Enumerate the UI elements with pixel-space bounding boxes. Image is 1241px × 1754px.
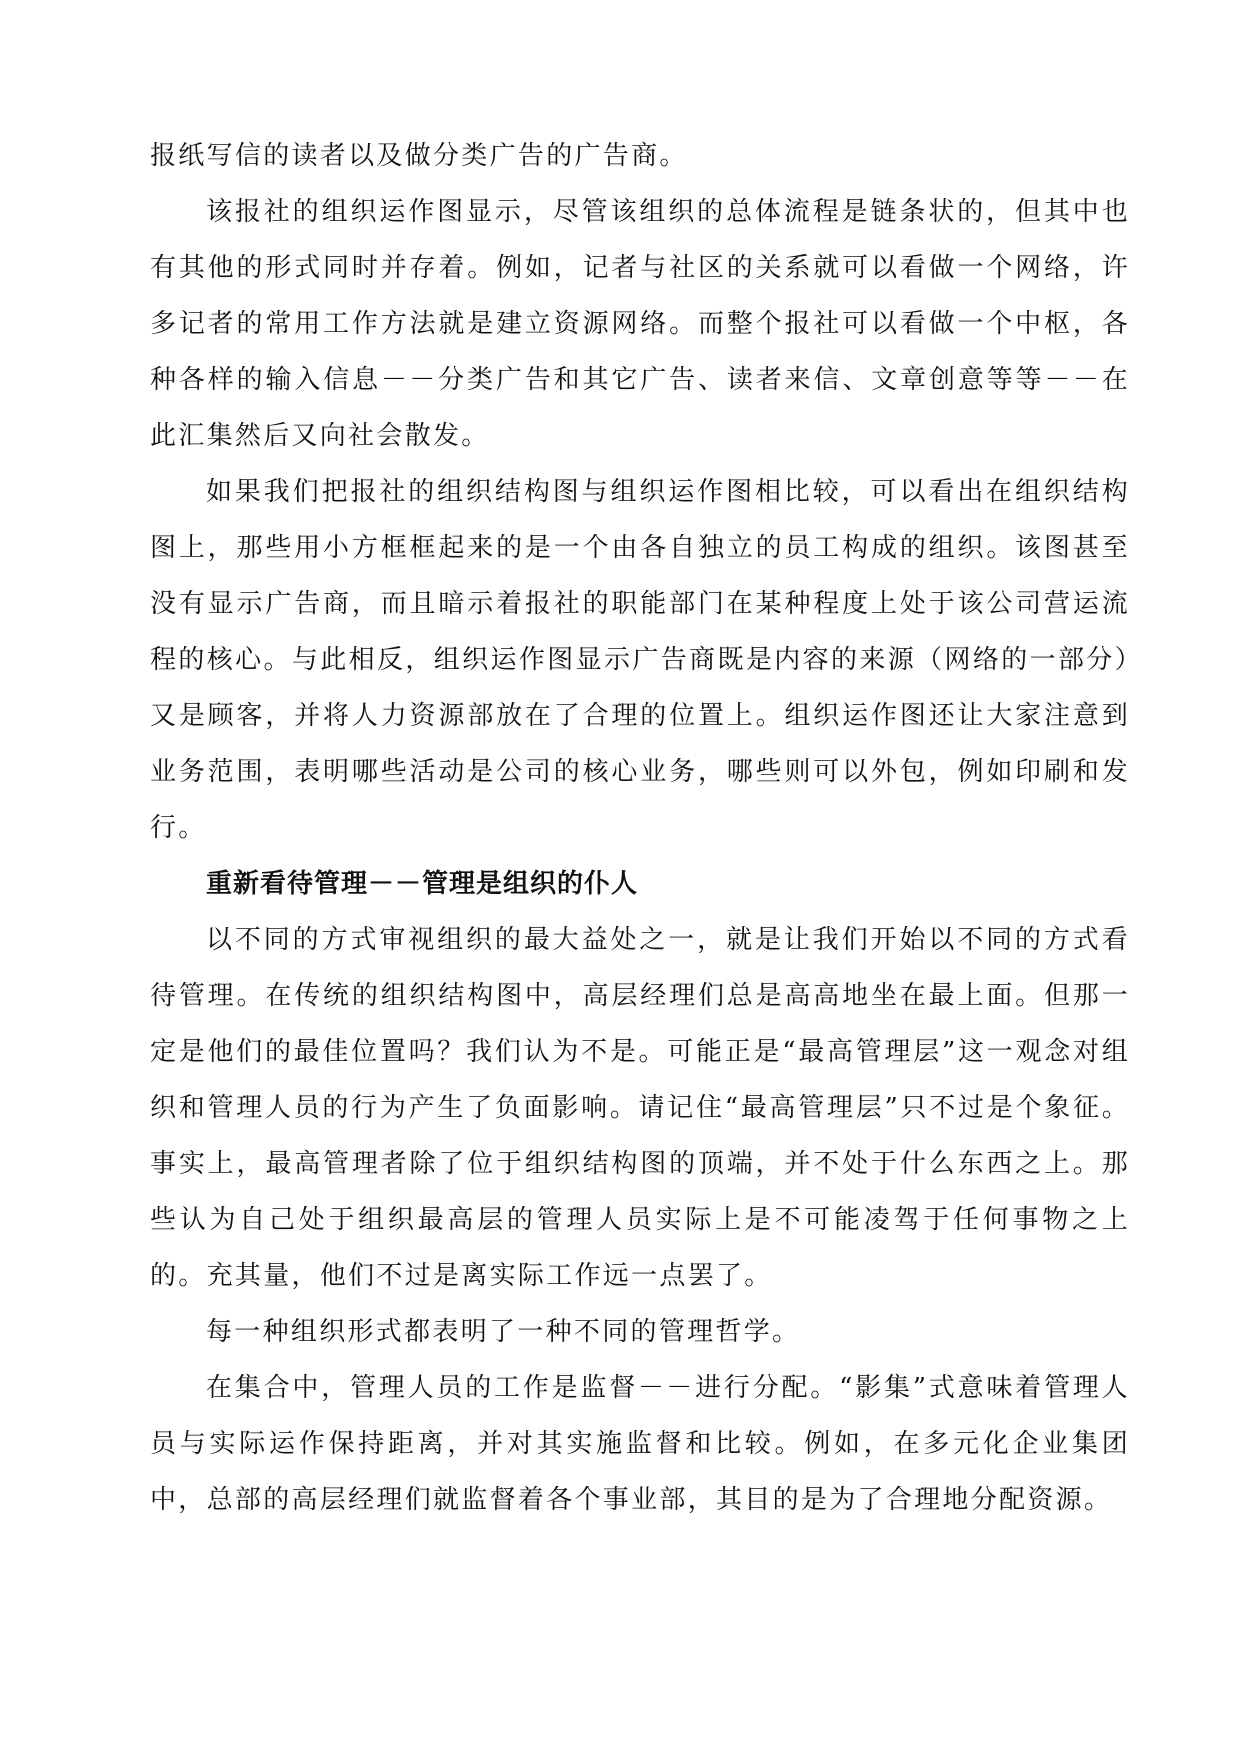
paragraph-continuation: 报纸写信的读者以及做分类广告的广告商。 bbox=[150, 141, 688, 171]
section-heading: 重新看待管理－－管理是组织的仆人 bbox=[206, 869, 639, 899]
paragraph-collection-form: 在集合中，管理人员的工作是监督－－进行分配。“影集”式意味着管理人员与实际运作保持距离，并对其实施监督和比较。例如，在多元化企业集团中，总部的高层经理们就监督着各个事业部，其目的是为了合理地分配资源。 bbox=[150, 1373, 1130, 1515]
paragraph-operations-chart: 该报社的组织运作图显示，尽管该组织的总体流程是链条状的，但其中也有其他的形式同时并存着。例如，记者与社区的关系就可以看做一个网络，许多记者的常用工作方法就是建立资源网络。而整个报社可以看做一个中枢，各种各样的输入信息－－分类广告和其它广告、读者来信、文章创意等等－－在此汇集然后又向社会散发。 bbox=[150, 197, 1130, 451]
paragraph-management-philosophy: 每一种组织形式都表明了一种不同的管理哲学。 bbox=[206, 1317, 801, 1347]
paragraph-structure-comparison: 如果我们把报社的组织结构图与组织运作图相比较，可以看出在组织结构图上，那些用小方框框起来的是一个由各自独立的员工构成的组织。该图甚至没有显示广告商，而且暗示着报社的职能部门在某种程度上处于该公司营运流程的核心。与此相反，组织运作图显示广告商既是内容的来源（网络的一部分）又是顾客，并将人力资源部放在了合理的位置上。组织运作图还让大家注意到业务范围，表明哪些活动是公司的核心业务，哪些则可以外包，例如印刷和发行。 bbox=[150, 477, 1130, 843]
document-body bbox=[150, 128, 1130, 1528]
paragraph-rethinking-management: 以不同的方式审视组织的最大益处之一，就是让我们开始以不同的方式看待管理。在传统的组织结构图中，高层经理们总是高高地坐在最上面。但那一定是他们的最佳位置吗？我们认为不是。可能正是“最高管理层”这一观念对组织和管理人员的行为产生了负面影响。请记住“最高管理层”只不过是个象征。事实上，最高管理者除了位于组织结构图的顶端，并不处于什么东西之上。那些认为自己处于组织最高层的管理人员实际上是不可能凌驾于任何事物之上的。充其量，他们不过是离实际工作远一点罢了。 bbox=[150, 925, 1130, 1291]
